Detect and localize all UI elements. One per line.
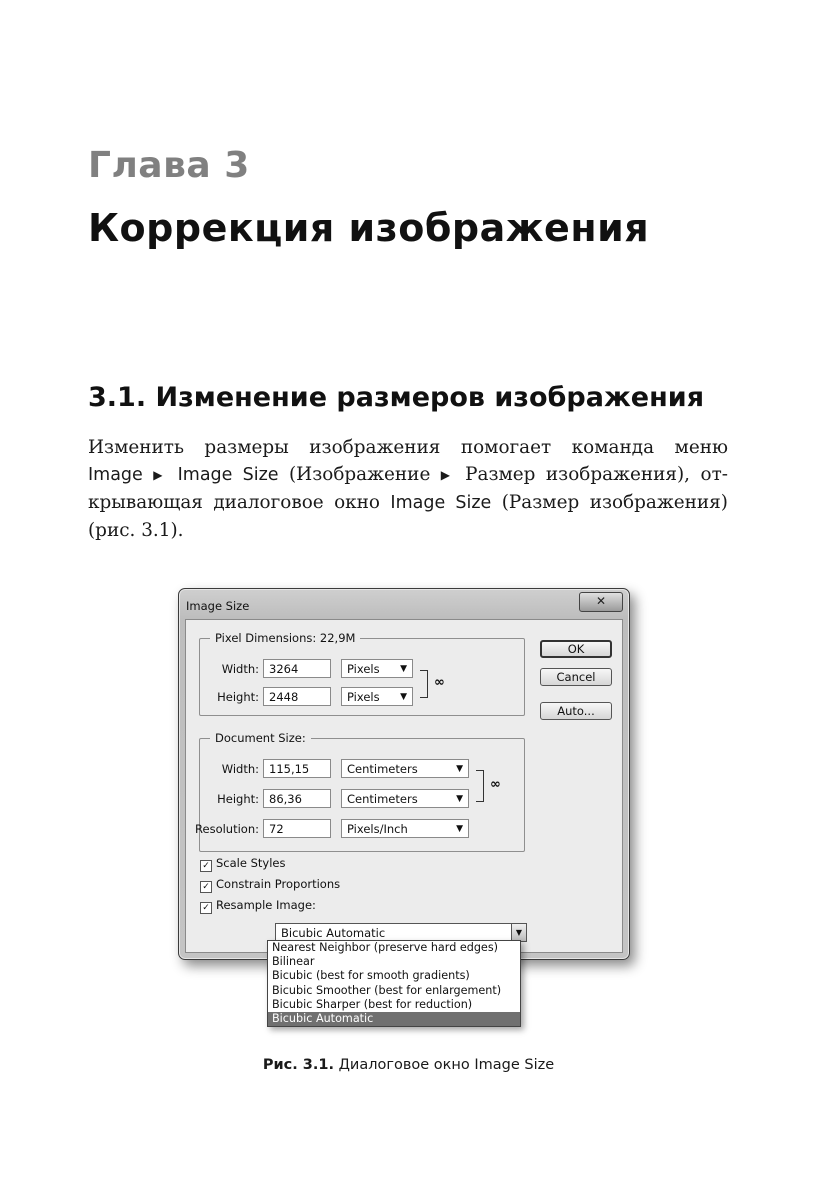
doc-width-unit-select[interactable] (341, 759, 469, 778)
paragraph-line-3-pre: крывающая диалоговое окно (88, 492, 380, 513)
chain-link-icon: ∞ (490, 777, 501, 792)
dropdown-option[interactable]: Nearest Neighbor (preserve hard edges) (272, 941, 499, 954)
dropdown-option[interactable]: Bicubic Smoother (best for enlargement) (272, 983, 502, 997)
scale-styles-checkbox[interactable]: ✓ (200, 860, 212, 872)
dialog-title: Image Size (186, 599, 250, 613)
resample-method-dropdown (267, 940, 521, 1027)
scale-styles-checkbox-row[interactable] (200, 856, 285, 872)
dialog-name: Image Size (390, 493, 492, 513)
pixel-dimensions-group (199, 631, 525, 716)
paragraph-translation-2: Размер изображения), от- (465, 464, 728, 485)
chain-link-icon: ∞ (434, 675, 445, 690)
resolution-unit: Pixels/Inch (347, 822, 408, 836)
pixel-width-unit: Pixels (347, 662, 380, 676)
doc-height-label: Height: (217, 792, 259, 806)
constrain-proportions-checkbox[interactable]: ✓ (200, 881, 212, 893)
menu-image-size: Image Size (177, 465, 279, 485)
section-title: 3.1. Изменение размеров изображения (88, 382, 705, 413)
doc-width-label: Width: (221, 762, 259, 776)
resample-method-value: Bicubic Automatic (281, 926, 386, 940)
pixel-dimensions-legend: Pixel Dimensions: 22,9M (210, 631, 360, 645)
resample-image-checkbox[interactable]: ✓ (200, 902, 212, 914)
menu-arrow-icon: ▶ (440, 468, 455, 482)
chevron-down-icon[interactable]: ▼ (511, 924, 526, 941)
resample-image-label: Resample Image: (216, 898, 316, 912)
paragraph-line-2 (88, 461, 728, 489)
image-size-dialog (178, 588, 630, 960)
resolution-unit-select[interactable] (341, 819, 469, 838)
chapter-title: Коррекция изображения (88, 206, 650, 250)
pixel-width-label: Width: (221, 662, 259, 676)
constrain-proportions-checkbox-row[interactable] (200, 877, 340, 893)
dropdown-option-selected[interactable]: Bicubic Automatic (268, 1012, 520, 1026)
paragraph-translation-1: (Изображение (289, 464, 431, 485)
document-size-group (195, 731, 525, 852)
doc-height-unit: Centimeters (347, 792, 418, 806)
chapter-label: Глава 3 (88, 145, 250, 186)
doc-width-input[interactable]: 115,15 (263, 759, 331, 778)
caption-text: Диалоговое окно Image Size (338, 1057, 555, 1073)
chevron-down-icon: ▼ (456, 824, 463, 834)
resample-image-checkbox-row[interactable] (200, 898, 316, 914)
doc-width-unit: Centimeters (347, 762, 418, 776)
paragraph-line-1: Изменить размеры изображения помогает команда меню (88, 437, 728, 458)
resolution-label: Resolution: (195, 822, 259, 836)
link-bracket (476, 770, 484, 802)
chevron-down-icon: ▼ (456, 794, 463, 804)
ok-button[interactable]: OK (540, 640, 612, 658)
resolution-input[interactable]: 72 (263, 819, 331, 838)
chevron-down-icon: ▼ (400, 692, 407, 702)
dropdown-option[interactable]: Bicubic Sharper (best for reduction) (272, 997, 473, 1011)
pixel-height-label: Height: (217, 690, 259, 704)
auto-button[interactable]: Auto... (540, 702, 612, 720)
menu-arrow-icon: ▶ (153, 468, 168, 482)
pixel-height-unit-select[interactable] (341, 687, 413, 706)
figure-caption (0, 1057, 817, 1073)
dropdown-option[interactable]: Bilinear (272, 955, 315, 969)
dropdown-option[interactable]: Bicubic (best for smooth gradients) (272, 969, 470, 983)
scale-styles-label: Scale Styles (216, 856, 286, 870)
chevron-down-icon: ▼ (400, 664, 407, 674)
doc-height-unit-select[interactable] (341, 789, 469, 808)
constrain-proportions-label: Constrain Proportions (216, 877, 341, 891)
pixel-height-input[interactable]: 2448 (263, 687, 331, 706)
menu-image: Image (88, 465, 143, 485)
caption-label: Рис. 3.1. (262, 1057, 334, 1073)
chevron-down-icon: ▼ (456, 764, 463, 774)
pixel-width-unit-select[interactable] (341, 659, 413, 678)
paragraph-line-3-post: (Размер изображения) (501, 492, 728, 513)
document-size-legend: Document Size: (210, 731, 311, 745)
doc-height-input[interactable]: 86,36 (263, 789, 331, 808)
pixel-width-input[interactable]: 3264 (263, 659, 331, 678)
paragraph-line-3 (88, 489, 728, 517)
body-paragraph (88, 434, 728, 544)
dialog-client-area (185, 619, 623, 953)
close-button[interactable] (579, 592, 623, 612)
pixel-height-unit: Pixels (347, 690, 380, 704)
cancel-button[interactable]: Cancel (540, 668, 612, 686)
close-icon: ✕ (595, 594, 607, 608)
link-bracket (420, 670, 428, 698)
paragraph-line-4: (рис. 3.1). (88, 520, 184, 541)
